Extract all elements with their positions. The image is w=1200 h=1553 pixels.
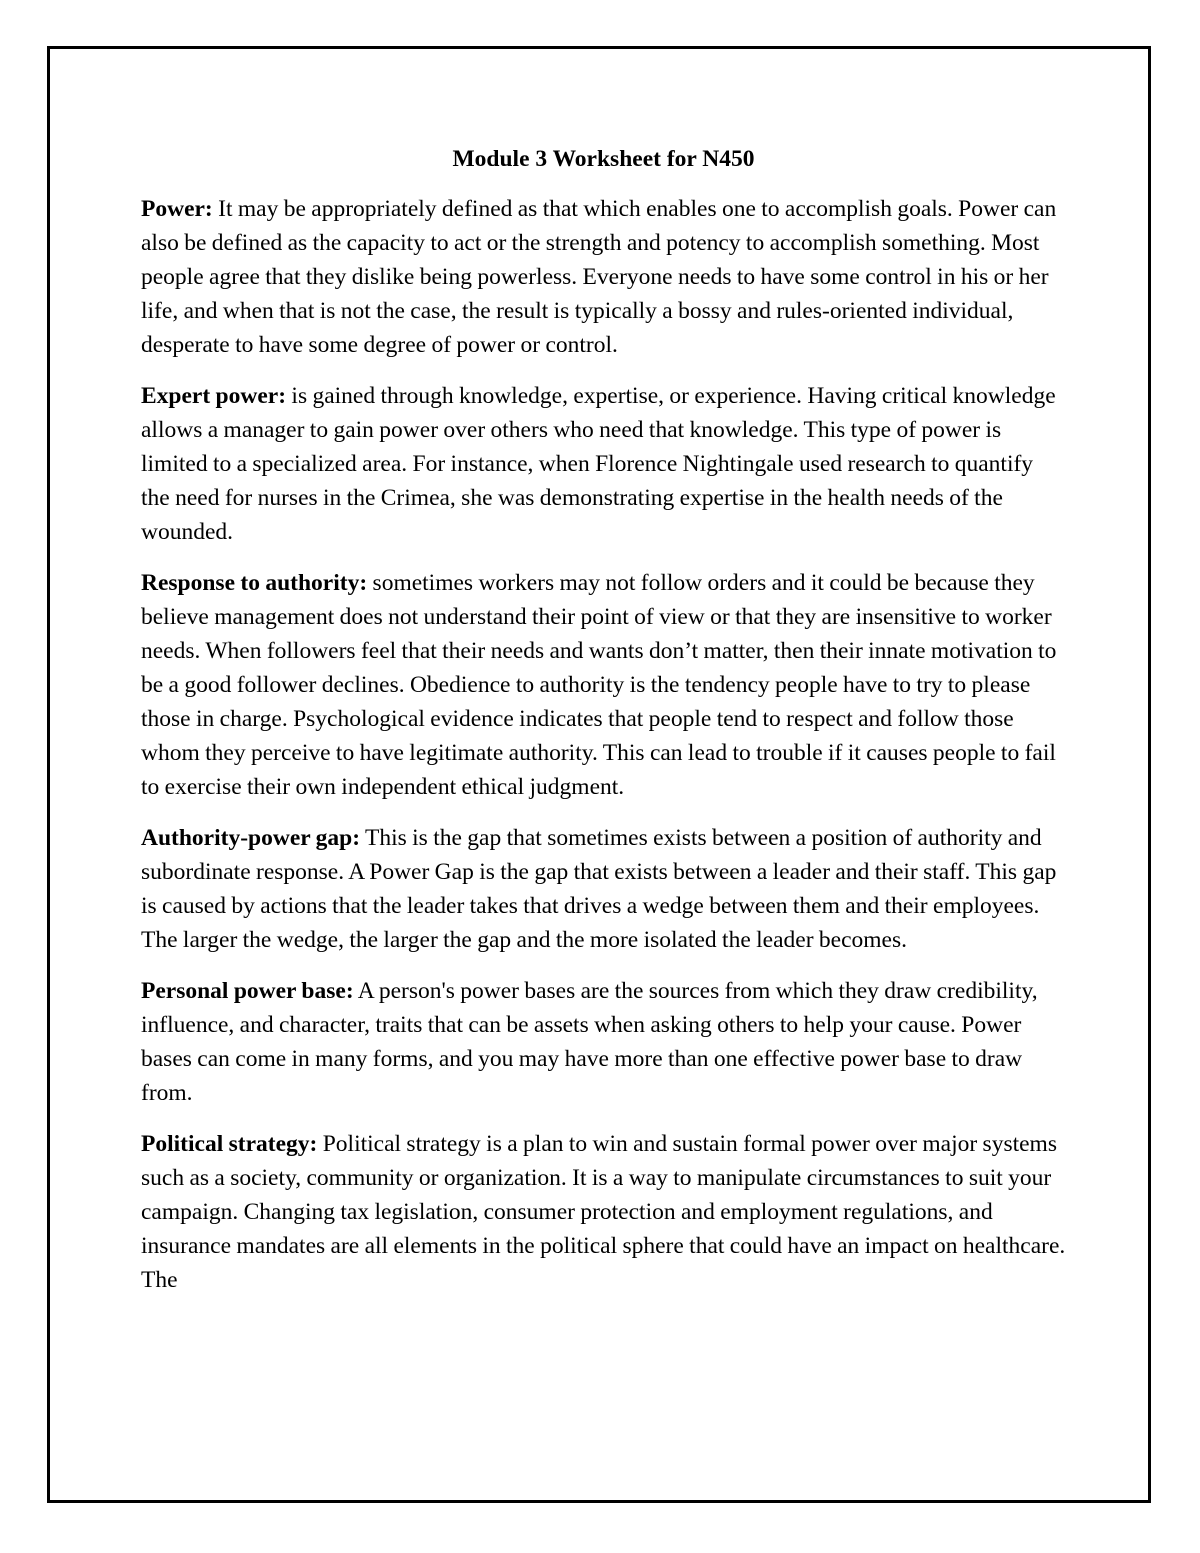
document-title: Module 3 Worksheet for N450 [452, 146, 755, 172]
section-term: Political strategy: [141, 1131, 318, 1157]
section-body: A person's power bases are the sources from which they draw credibility, influence, and character, traits that can be assets when asking others to help your cause. Power bases can come in many forms, and you may have more than one effective power base to draw from. [141, 978, 1038, 1106]
section-response-to-authority [141, 566, 1066, 804]
section-body: This is the gap that sometimes exists between a position of authority and subordinate response. A Power Gap is the gap that exists between a leader and their staff. This gap is caused by actions that the leader takes that drives a wedge between them and their employees. The larger the wedge, the larger the gap and the more isolated the leader becomes. [141, 825, 1057, 953]
section-term: Personal power base: [141, 978, 354, 1004]
section-term: Expert power: [141, 383, 287, 409]
section-personal-power-base [141, 974, 1066, 1110]
section-term: Response to authority: [141, 570, 368, 596]
section-body: It may be appropriately defined as that which enables one to accomplish goals. Power can also be defined as the capacity to act or the strength and potency to accomplish something. Most people agree that they dislike being powerless. Everyone needs to have some control in his or her life, and when that is not the case, the result is typically a bossy and rules-oriented individual, desperate to have some degree of power or control. [141, 196, 1057, 358]
document-content [141, 142, 1066, 1314]
section-term: Authority-power gap: [141, 825, 361, 851]
section-body: sometimes workers may not follow orders and it could be because they believe management does not understand their point of view or that they are insensitive to worker needs. When followers feel that their needs and wants don’t matter, then their innate motivation to be a good follower declines. Obedience to authority is the tendency people have to try to please those in charge. Psychological evidence indicates that people tend to respect and follow those whom they perceive to have legitimate authority. This can lead to trouble if it causes people to fail to exercise their own independent ethical judgment. [141, 570, 1057, 800]
section-power [141, 192, 1066, 362]
section-body: Political strategy is a plan to win and sustain formal power over major systems such as a society, community or organization. It is a way to manipulate circumstances to suit your campaign. Changing tax legislation, consumer protection and employment regulations, and insurance mandates are all elements in the political sphere that could have an impact on healthcare. The [141, 1131, 1066, 1293]
section-expert-power [141, 379, 1066, 549]
section-term: Power: [141, 196, 213, 222]
section-authority-power-gap [141, 821, 1066, 957]
section-body: is gained through knowledge, expertise, or experience. Having critical knowledge allows a manager to gain power over others who need that knowledge. This type of power is limited to a specialized area. For instance, when Florence Nightingale used research to quantify the need for nurses in the Crimea, she was demonstrating expertise in the health needs of the wounded. [141, 383, 1056, 545]
section-political-strategy [141, 1127, 1066, 1297]
